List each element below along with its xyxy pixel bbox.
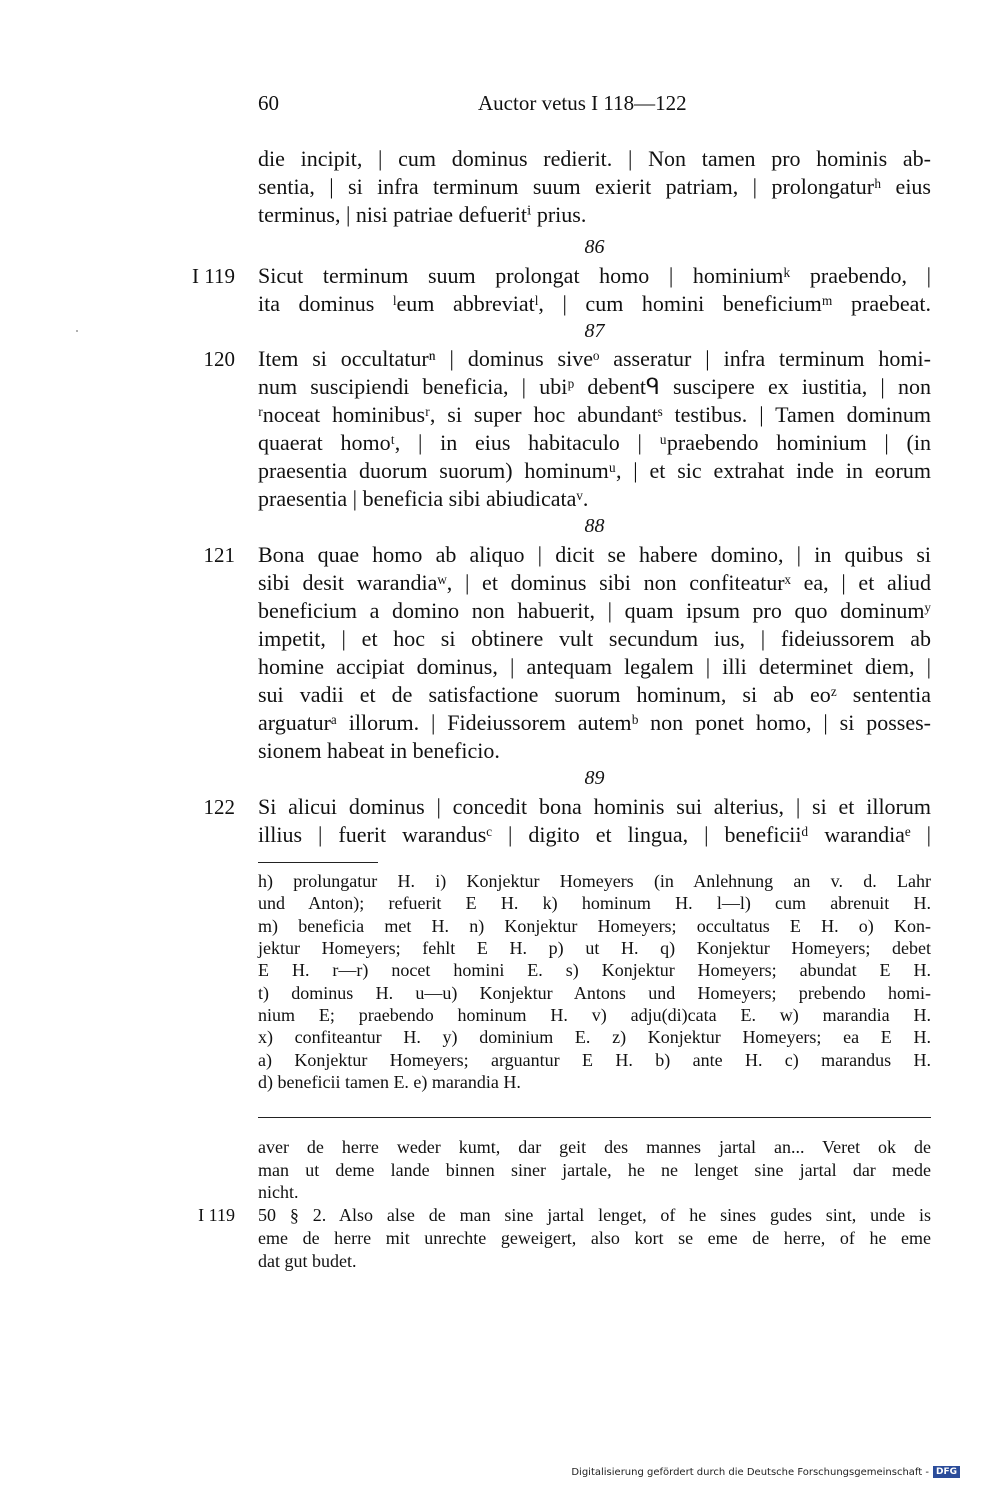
footnote-line: a) Konjektur Homeyers; arguantur E H. b) ante H. c) marandus H. bbox=[258, 1050, 931, 1070]
text-line: quaerat homoᵗ, | in eius habitaculo | ᵘpraebendo hominium | (in bbox=[258, 430, 931, 455]
text-line: ita dominus ˡeum abbreviatˡ, | cum homini beneficiumᵐ praebeat. bbox=[258, 291, 931, 316]
text-line: sibi desit warandiaʷ, | et dominus sibi non confiteaturˣ ea, | et aliud bbox=[258, 570, 931, 595]
marginal-number: I 119 bbox=[192, 264, 235, 288]
text-line: Item si occultaturⁿ | dominus siveᵒ asseratur | infra terminum homi- bbox=[258, 346, 931, 371]
text-line: illius | fuerit warandusᶜ | digito et lingua, | beneficiiᵈ warandiaᵉ | bbox=[258, 822, 931, 847]
parallel-line: 50 § 2. Also alse de man sine jartal lenget, of he sines gudes sint, unde is bbox=[258, 1205, 931, 1225]
footnote-line: m) beneficia met H. n) Konjektur Homeyers; occultatus E H. o) Kon- bbox=[258, 916, 931, 936]
parallel-line: nicht. bbox=[258, 1182, 299, 1202]
parallel-line: eme de herre mit unrechte geweigert, also kort se eme de herre, of he eme bbox=[258, 1228, 931, 1248]
page-number: 60 bbox=[258, 91, 279, 115]
parallel-line: dat gut budet. bbox=[258, 1251, 357, 1271]
footnote-line: d) beneficii tamen E. e) marandia H. bbox=[258, 1072, 521, 1092]
text-line: beneficium a domino non habuerit, | quam ipsum pro quo dominumʸ bbox=[258, 598, 931, 623]
dfg-logo: DFG bbox=[933, 1466, 960, 1478]
text-line: Si alicui dominus | concedit bona hominis sui alterius, | si et illorum bbox=[258, 794, 931, 819]
running-title: Auctor vetus I 118—122 bbox=[478, 91, 687, 115]
scan-speck bbox=[76, 330, 78, 332]
section-number: 88 bbox=[584, 515, 605, 537]
text-line: praesentia | beneficia sibi abiudicataᵛ. bbox=[258, 486, 589, 511]
text-line: sui vadii et de satisfactione suorum hominum, si ab eoᶻ sententia bbox=[258, 682, 931, 707]
text-line: Sicut terminum suum prolongat homo | hominiumᵏ praebendo, | bbox=[258, 263, 931, 288]
marginal-number: 120 bbox=[203, 347, 235, 371]
text-line: sionem habeat in beneficio. bbox=[258, 738, 500, 763]
marginal-number: I 119 bbox=[198, 1205, 235, 1225]
credit-text: Digitalisierung gefördert durch die Deutsche Forschungsgemeinschaft - bbox=[571, 1467, 929, 1478]
section-divider bbox=[258, 1117, 931, 1118]
text-line: die incipit, | cum dominus redierit. | Non tamen pro hominis ab- bbox=[258, 146, 931, 171]
section-number: 86 bbox=[584, 236, 605, 258]
parallel-line: man ut deme lande binnen siner jartale, he ne lenget sine jartal dar mede bbox=[258, 1160, 931, 1180]
footnote-line: E H. r—r) nocet homini E. s) Konjektur Homeyers; abundat E H. bbox=[258, 960, 931, 980]
text-line: Bona quae homo ab aliquo | dicit se habere domino, | in quibus si bbox=[258, 542, 931, 567]
footnote-line: und Anton); refuerit E H. k) hominum H. l—l) cum abrenuit H. bbox=[258, 893, 931, 913]
text-line: impetit, | et hoc si obtinere vult secundum ius, | fideiussorem ab bbox=[258, 626, 931, 651]
marginal-number: 122 bbox=[203, 795, 235, 819]
digitization-credit bbox=[571, 1466, 960, 1478]
text-line: ʳnoceat hominibusʳ, si super hoc abundantˢ testibus. | Tamen dominum bbox=[258, 402, 931, 427]
footnote-line: h) prolungatur H. i) Konjektur Homeyers (in Anlehnung an v. d. Lahr bbox=[258, 871, 931, 891]
text-line: homine accipiat dominus, | antequam legalem | illi determinet diem, | bbox=[258, 654, 931, 679]
text-line: praesentia duorum suorum) hominumᵘ, | et sic extrahat inde in eorum bbox=[258, 458, 931, 483]
footnote-line: x) confiteantur H. y) dominium E. z) Konjektur Homeyers; ea E H. bbox=[258, 1027, 931, 1047]
footnote-separator bbox=[258, 862, 378, 863]
text-line: terminus, | nisi patriae defueritⁱ prius. bbox=[258, 202, 587, 227]
text-line: sentia, | si infra terminum suum exierit patriam, | prolongaturʰ eius bbox=[258, 174, 931, 199]
parallel-line: aver de herre weder kumt, dar geit des mannes jartal an... Veret ok de bbox=[258, 1137, 931, 1157]
footnote-line: jektur Homeyers; fehlt E H. p) ut H. q) Konjektur Homeyers; debet bbox=[258, 938, 931, 958]
footnote-line: t) dominus H. u—u) Konjektur Antons und Homeyers; prebendo homi- bbox=[258, 983, 931, 1003]
marginal-number: 121 bbox=[203, 543, 235, 567]
text-line: num suscipiendi beneficia, | ubiᵖ debentᑫ suscipere ex iustitia, | non bbox=[258, 374, 931, 399]
section-number: 89 bbox=[584, 767, 605, 789]
footnote-line: nium E; praebendo hominum H. v) adju(di)cata E. w) marandia H. bbox=[258, 1005, 931, 1025]
text-line: arguaturᵃ illorum. | Fideiussorem autemᵇ non ponet homo, | si posses- bbox=[258, 710, 931, 735]
section-number: 87 bbox=[584, 320, 605, 342]
